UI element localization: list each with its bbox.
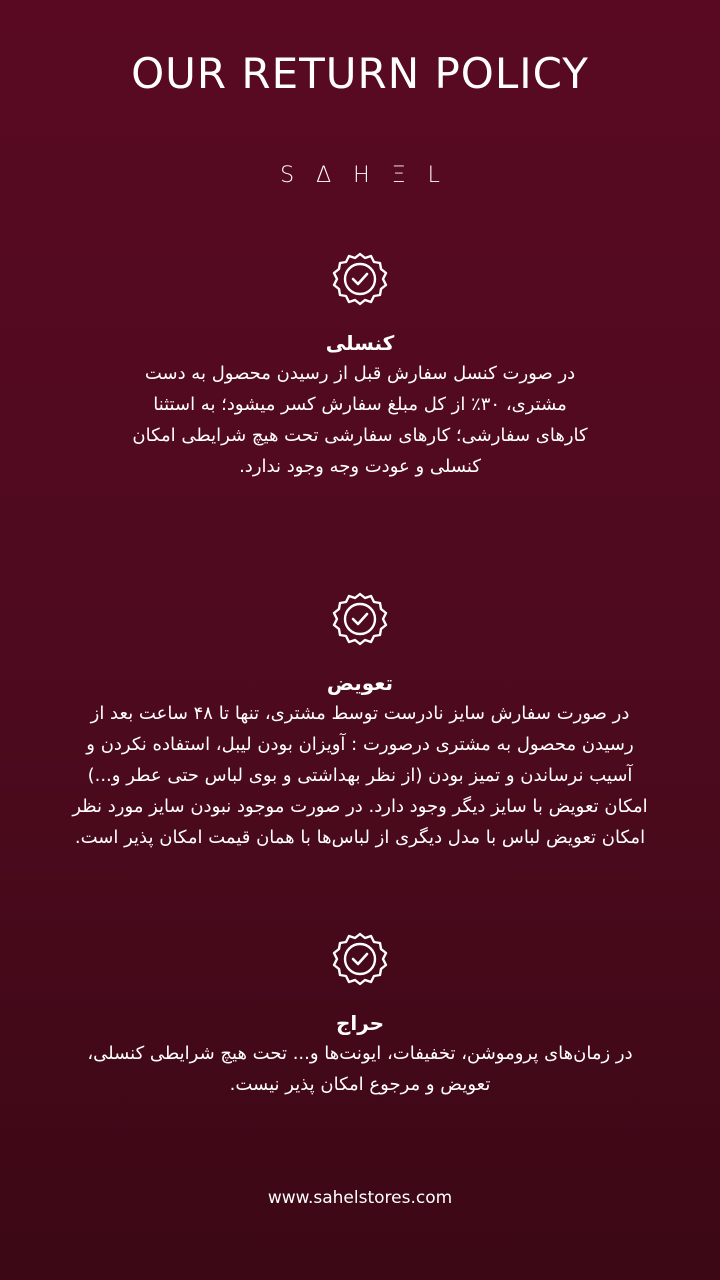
verified-badge-icon	[330, 590, 390, 650]
policy-section-sale	[0, 930, 720, 1100]
section-text: در زمان‌های پروموشن، تخفیفات، ایونت‌ها و... تحت هیچ شرایطی کنسلی، تعویض و مرجوع امکان پذیر نیست.	[87, 1043, 633, 1095]
section-text: در صورت سفارش سایز نادرست توسط مشتری، تنها تا ۴۸ ساعت بعد از رسیدن محصول به مشتری درصورت : آویزان بودن لیبل، استفاده نکردن و آسیب نرساندن و تمیز بودن (از نظر بهداشتی و بوی لباس حتی عطر و...) امکان تعویض با سایز دیگر وجود دارد. در صورت موجود نبودن سایز مورد نظر امکان تعویض لباس با مدل دیگری از لباس‌ها با همان قیمت امکان پذیر است.	[72, 703, 648, 848]
verified-badge-icon	[330, 250, 390, 310]
verified-badge-icon	[330, 930, 390, 990]
policy-section-cancellation	[0, 250, 720, 482]
section-title: حراج	[335, 1011, 385, 1035]
brand-logo: SΔHΞL	[280, 163, 462, 188]
policy-section-exchange	[0, 590, 720, 853]
page-title: OUR RETURN POLICY	[131, 49, 589, 98]
section-text: در صورت کنسل سفارش قبل از رسیدن محصول به دست مشتری، ۳۰٪ از کل مبلغ سفارش کسر میشود؛ به استثنا کارهای سفارشی؛ کارهای سفارشی تحت هیچ شرایطی امکان کنسلی و عودت وجه وجود ندارد.	[132, 363, 588, 477]
section-title: تعویض	[326, 671, 394, 695]
website-link[interactable]: www.sahelstores.com	[267, 1188, 453, 1208]
section-title: کنسلی	[325, 331, 395, 355]
